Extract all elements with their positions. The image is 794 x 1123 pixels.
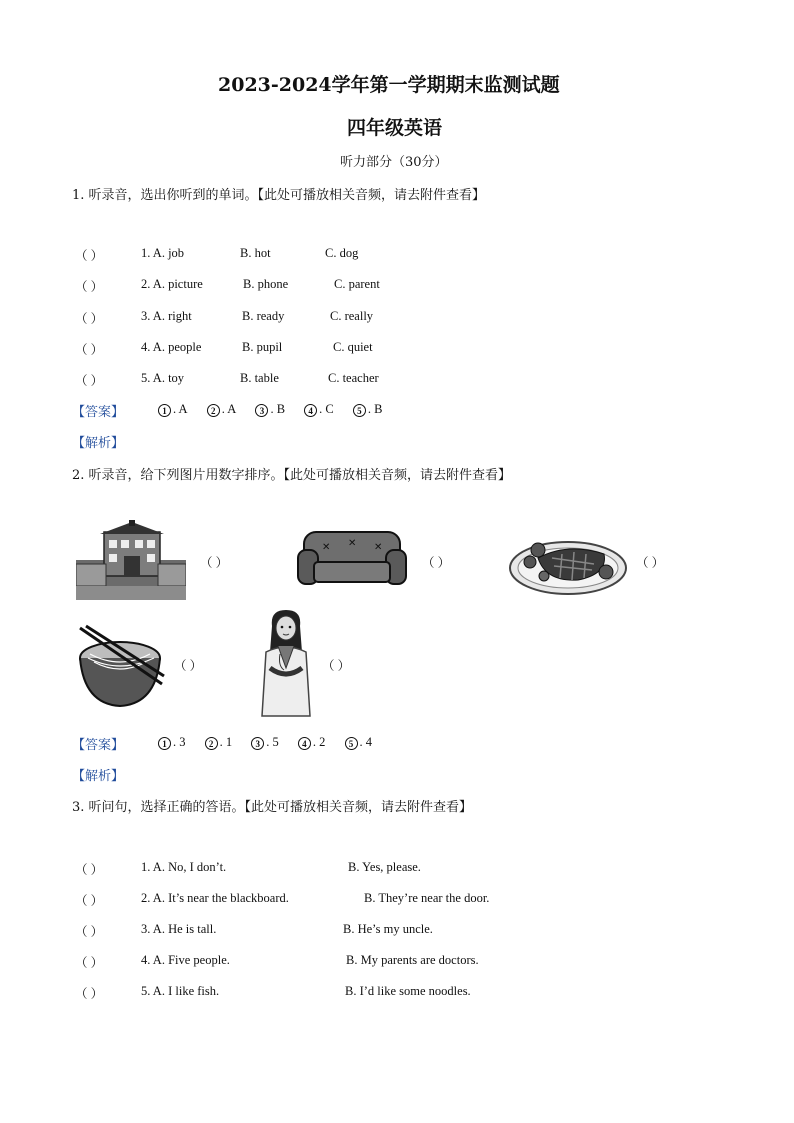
- answer-value: . 4: [359, 735, 372, 749]
- answer-value: . 5: [266, 735, 279, 749]
- svg-text:✕: ✕: [322, 542, 331, 553]
- answer-blank[interactable]: （ ）: [75, 312, 104, 326]
- q1-row-2-option-b: B. phone: [243, 277, 289, 291]
- q1-row-3-option-c: C. really: [330, 309, 374, 323]
- school-building-picture: [76, 520, 186, 600]
- circled-number-icon: 1: [158, 737, 171, 750]
- q3-row-4-option-a: 4. A. Five people.: [141, 953, 230, 967]
- analysis-label: 【解析】: [72, 436, 125, 451]
- circled-number-icon: 1: [158, 404, 171, 417]
- q1-row-2-option-c: C. parent: [334, 277, 380, 291]
- q3-row-3-option-a: 3. A. He is tall.: [141, 922, 217, 936]
- circled-number-icon: 2: [207, 404, 220, 417]
- picture-4-blank[interactable]: （ ）: [174, 659, 203, 673]
- q1-row-4-option-c: C. quiet: [333, 340, 373, 354]
- q1-row-5-option-c: C. teacher: [328, 371, 379, 385]
- q3-row-2-option-b: B. They’re near the door.: [364, 891, 490, 905]
- q2-answers: [158, 735, 372, 750]
- svg-text:✕: ✕: [348, 538, 357, 549]
- circled-number-icon: 4: [298, 737, 311, 750]
- picture-3-blank[interactable]: （ ）: [636, 556, 665, 570]
- q3-row-5-option-b: B. I’d like some noodles.: [345, 984, 471, 998]
- q1-row-5: [75, 371, 103, 389]
- q1-row-3-option-a: 3. A. right: [141, 309, 192, 323]
- question-1-prompt: 1. 听录音，选出你听到的单词。【此处可播放相关音频，请去附件查看】: [72, 188, 486, 203]
- question-2-prompt: 2. 听录音，给下列图片用数字排序。【此处可播放相关音频，请去附件查看】: [72, 468, 512, 483]
- q1-row-5-option-a: 5. A. toy: [141, 371, 185, 385]
- circled-number-icon: 5: [353, 404, 366, 417]
- circled-number-icon: 4: [304, 404, 317, 417]
- q3-row-2-option-a: 2. A. It’s near the blackboard.: [141, 891, 289, 905]
- circled-number-icon: 3: [251, 737, 264, 750]
- page-title: 2023-2024学年第一学期期末监测试题: [218, 74, 560, 96]
- q3-row-2-blank[interactable]: （ ）: [75, 894, 104, 908]
- circled-number-icon: 5: [345, 737, 358, 750]
- q1-row-1: [75, 246, 103, 264]
- picture-2-blank[interactable]: （ ）: [422, 556, 451, 570]
- sofa-picture: [296, 528, 408, 592]
- analysis-label: 【解析】: [72, 769, 125, 784]
- answer-value: . 3: [173, 735, 186, 749]
- q1-row-5-option-b: B. table: [240, 371, 279, 385]
- q3-row-4-blank[interactable]: （ ）: [75, 956, 104, 970]
- q1-answers: [158, 402, 382, 417]
- q1-row-4-option-b: B. pupil: [242, 340, 283, 354]
- answer-value: . 1: [219, 735, 233, 749]
- answer-value: . A: [221, 402, 237, 416]
- svg-text:✕: ✕: [374, 542, 383, 553]
- q1-row-3-option-b: B. ready: [242, 309, 285, 323]
- answer-blank[interactable]: （ ）: [75, 343, 104, 357]
- answer-blank[interactable]: （ ）: [75, 374, 104, 388]
- q1-row-4-option-a: 4. A. people: [141, 340, 202, 354]
- q3-row-5-option-a: 5. A. I like fish.: [141, 984, 220, 998]
- noodles-bowl-picture: [76, 624, 166, 710]
- q3-row-5-blank[interactable]: （ ）: [75, 987, 104, 1001]
- answer-label: 【答案】: [72, 405, 125, 420]
- section-heading: 听力部分（30分）: [340, 155, 448, 170]
- q1-row-2-option-a: 2. A. picture: [141, 277, 203, 291]
- q3-row-3-option-b: B. He’s my uncle.: [343, 922, 433, 936]
- answer-value: . B: [367, 402, 383, 416]
- q1-row-1-option-b: B. hot: [240, 246, 271, 260]
- answer-value: . B: [270, 402, 286, 416]
- q3-row-1-option-a: 1. A. No, I don’t.: [141, 860, 227, 874]
- answer-value: . C: [319, 402, 334, 416]
- circled-number-icon: 3: [255, 404, 268, 417]
- question-3-prompt: 3. 听问句，选择正确的答语。【此处可播放相关音频，请去附件查看】: [72, 800, 473, 815]
- answer-label: 【答案】: [72, 738, 125, 753]
- answer-value: . 2: [312, 735, 326, 749]
- doctor-picture: [256, 608, 316, 720]
- answer-blank[interactable]: （ ）: [75, 280, 104, 294]
- answer-blank[interactable]: （ ）: [75, 249, 104, 263]
- q1-row-4: [75, 340, 103, 358]
- steak-plate-picture: [508, 528, 628, 598]
- picture-1-blank[interactable]: （ ）: [200, 556, 229, 570]
- page-subtitle: 四年级英语: [347, 117, 443, 139]
- circled-number-icon: 2: [205, 737, 218, 750]
- q3-row-1-option-b: B. Yes, please.: [348, 860, 421, 874]
- answer-value: . A: [173, 402, 188, 416]
- q1-row-1-option-c: C. dog: [325, 246, 359, 260]
- q3-row-1-blank[interactable]: （ ）: [75, 863, 104, 877]
- q1-row-2: [75, 277, 103, 295]
- q3-row-3-blank[interactable]: （ ）: [75, 925, 104, 939]
- q3-row-4-option-b: B. My parents are doctors.: [346, 953, 479, 967]
- q1-row-1-option-a: 1. A. job: [141, 246, 185, 260]
- q1-row-3: [75, 309, 103, 327]
- picture-5-blank[interactable]: （ ）: [322, 659, 351, 673]
